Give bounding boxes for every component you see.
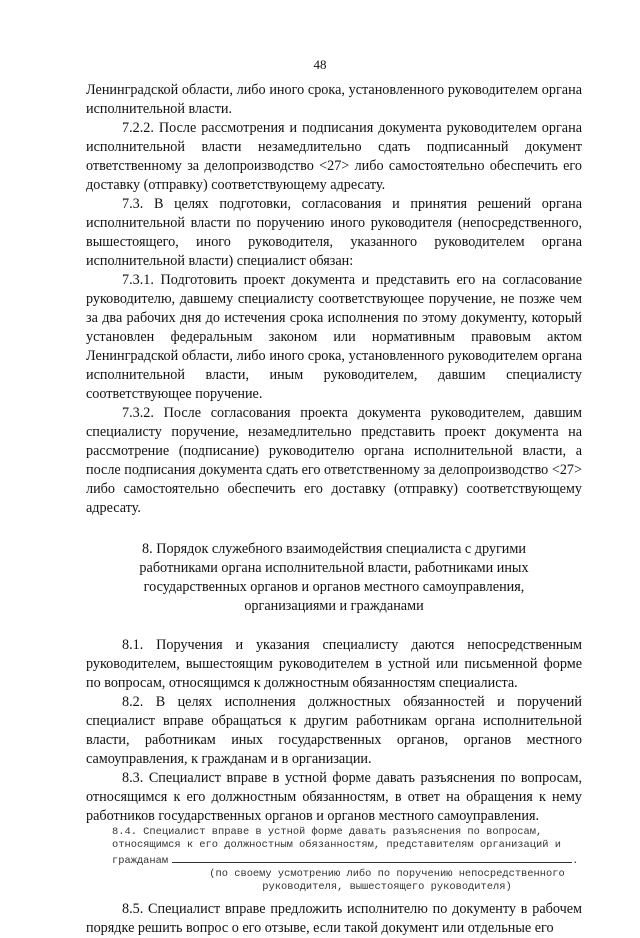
page-number: 48 <box>313 57 327 72</box>
form-8-4-label: гражданам <box>112 855 169 867</box>
form-8-4-note-1: (по своему усмотрению либо по поручению непосредственного <box>209 868 565 880</box>
section-heading: 8. Порядок служебного взаимодействия специалиста с другими работниками органа исполнительной власти, работниками иных государственных органов и органов местного самоуправления, организациями и гражданами <box>139 541 529 614</box>
fill-in-blank-line <box>172 852 572 863</box>
paragraph-8-3: 8.3. Специалист вправе в устной форме давать разъяснения по вопросам, относящимся к его должностным обязанностям, в ответ на обращения к нему работников государственных органов и органов местного самоуправления. <box>86 770 582 824</box>
document-body <box>86 81 582 938</box>
form-8-4-note-2: руководителя, вышестоящего руководителя) <box>262 881 512 893</box>
form-8-4-line-1: 8.4. Специалист вправе в устной форме давать разъяснения по вопросам, <box>112 826 543 838</box>
paragraph-8-5: 8.5. Специалист вправе предложить исполнителю по документу в рабочем порядке решить вопрос о его отзыве, если такой документ или отдельные его <box>86 901 582 936</box>
form-8-4 <box>112 826 582 894</box>
form-8-4-line-3 <box>112 852 582 868</box>
paragraph-8-2: 8.2. В целях исполнения должностных обязанностей и поручений специалист вправе обращаться к другим работникам органа исполнительной власти, работникам иных государственных органов, органов местного самоуправления, к гражданам и в организации. <box>86 694 582 767</box>
form-8-4-line-2: относящимся к его должностным обязанностям, представителям организаций и <box>112 839 561 851</box>
paragraph-continuation: Ленинградской области, либо иного срока, установленного руководителем органа исполнительной власти. <box>86 82 582 117</box>
paragraph-7-3-2: 7.3.2. После согласования проекта документа руководителем, давшим специалисту поручение, незамедлительно представить проект документа на рассмотрение (подписание) руководителю органа исполнительной власти, а после подписания документа сдать его ответственному за делопроизводство <27> либо самостоятельно обеспечить его доставку (отправку) соответствующему адресату. <box>86 405 583 516</box>
paragraph-8-1: 8.1. Поручения и указания специалисту даются непосредственным руководителем, вышестоящим руководителем в устной или письменной форме по вопросам, относящимся к должностным обязанностям специалиста. <box>86 637 582 691</box>
paragraph-7-3-1: 7.3.1. Подготовить проект документа и представить его на согласование руководителю, давшему специалисту соответствующее поручение, не позже чем за два рабочих дня до истечения срока исполнения по этому документу, который установлен федеральным законом или нормативным правовым актом Ленинградской области, либо иного срока, установленного руководителем органа исполнительной власти, иным руководителем, давшим специалисту соответствующее поручение. <box>86 272 582 402</box>
paragraph-7-2-2: 7.2.2. После рассмотрения и подписания документа руководителем органа исполнительной власти незамедлительно сдать подписанный документ ответственному за делопроизводство <27> либо самостоятельно обеспечить его доставку (отправку) соответствующему адресату. <box>86 120 582 193</box>
form-8-4-end: . <box>572 855 579 867</box>
paragraph-7-3: 7.3. В целях подготовки, согласования и принятия решений органа исполнительной власти по поручению иного руководителя (непосредственного, вышестоящего, иного руководителя, указанного руководителем органа исполнительной власти) специалист обязан: <box>86 196 582 269</box>
